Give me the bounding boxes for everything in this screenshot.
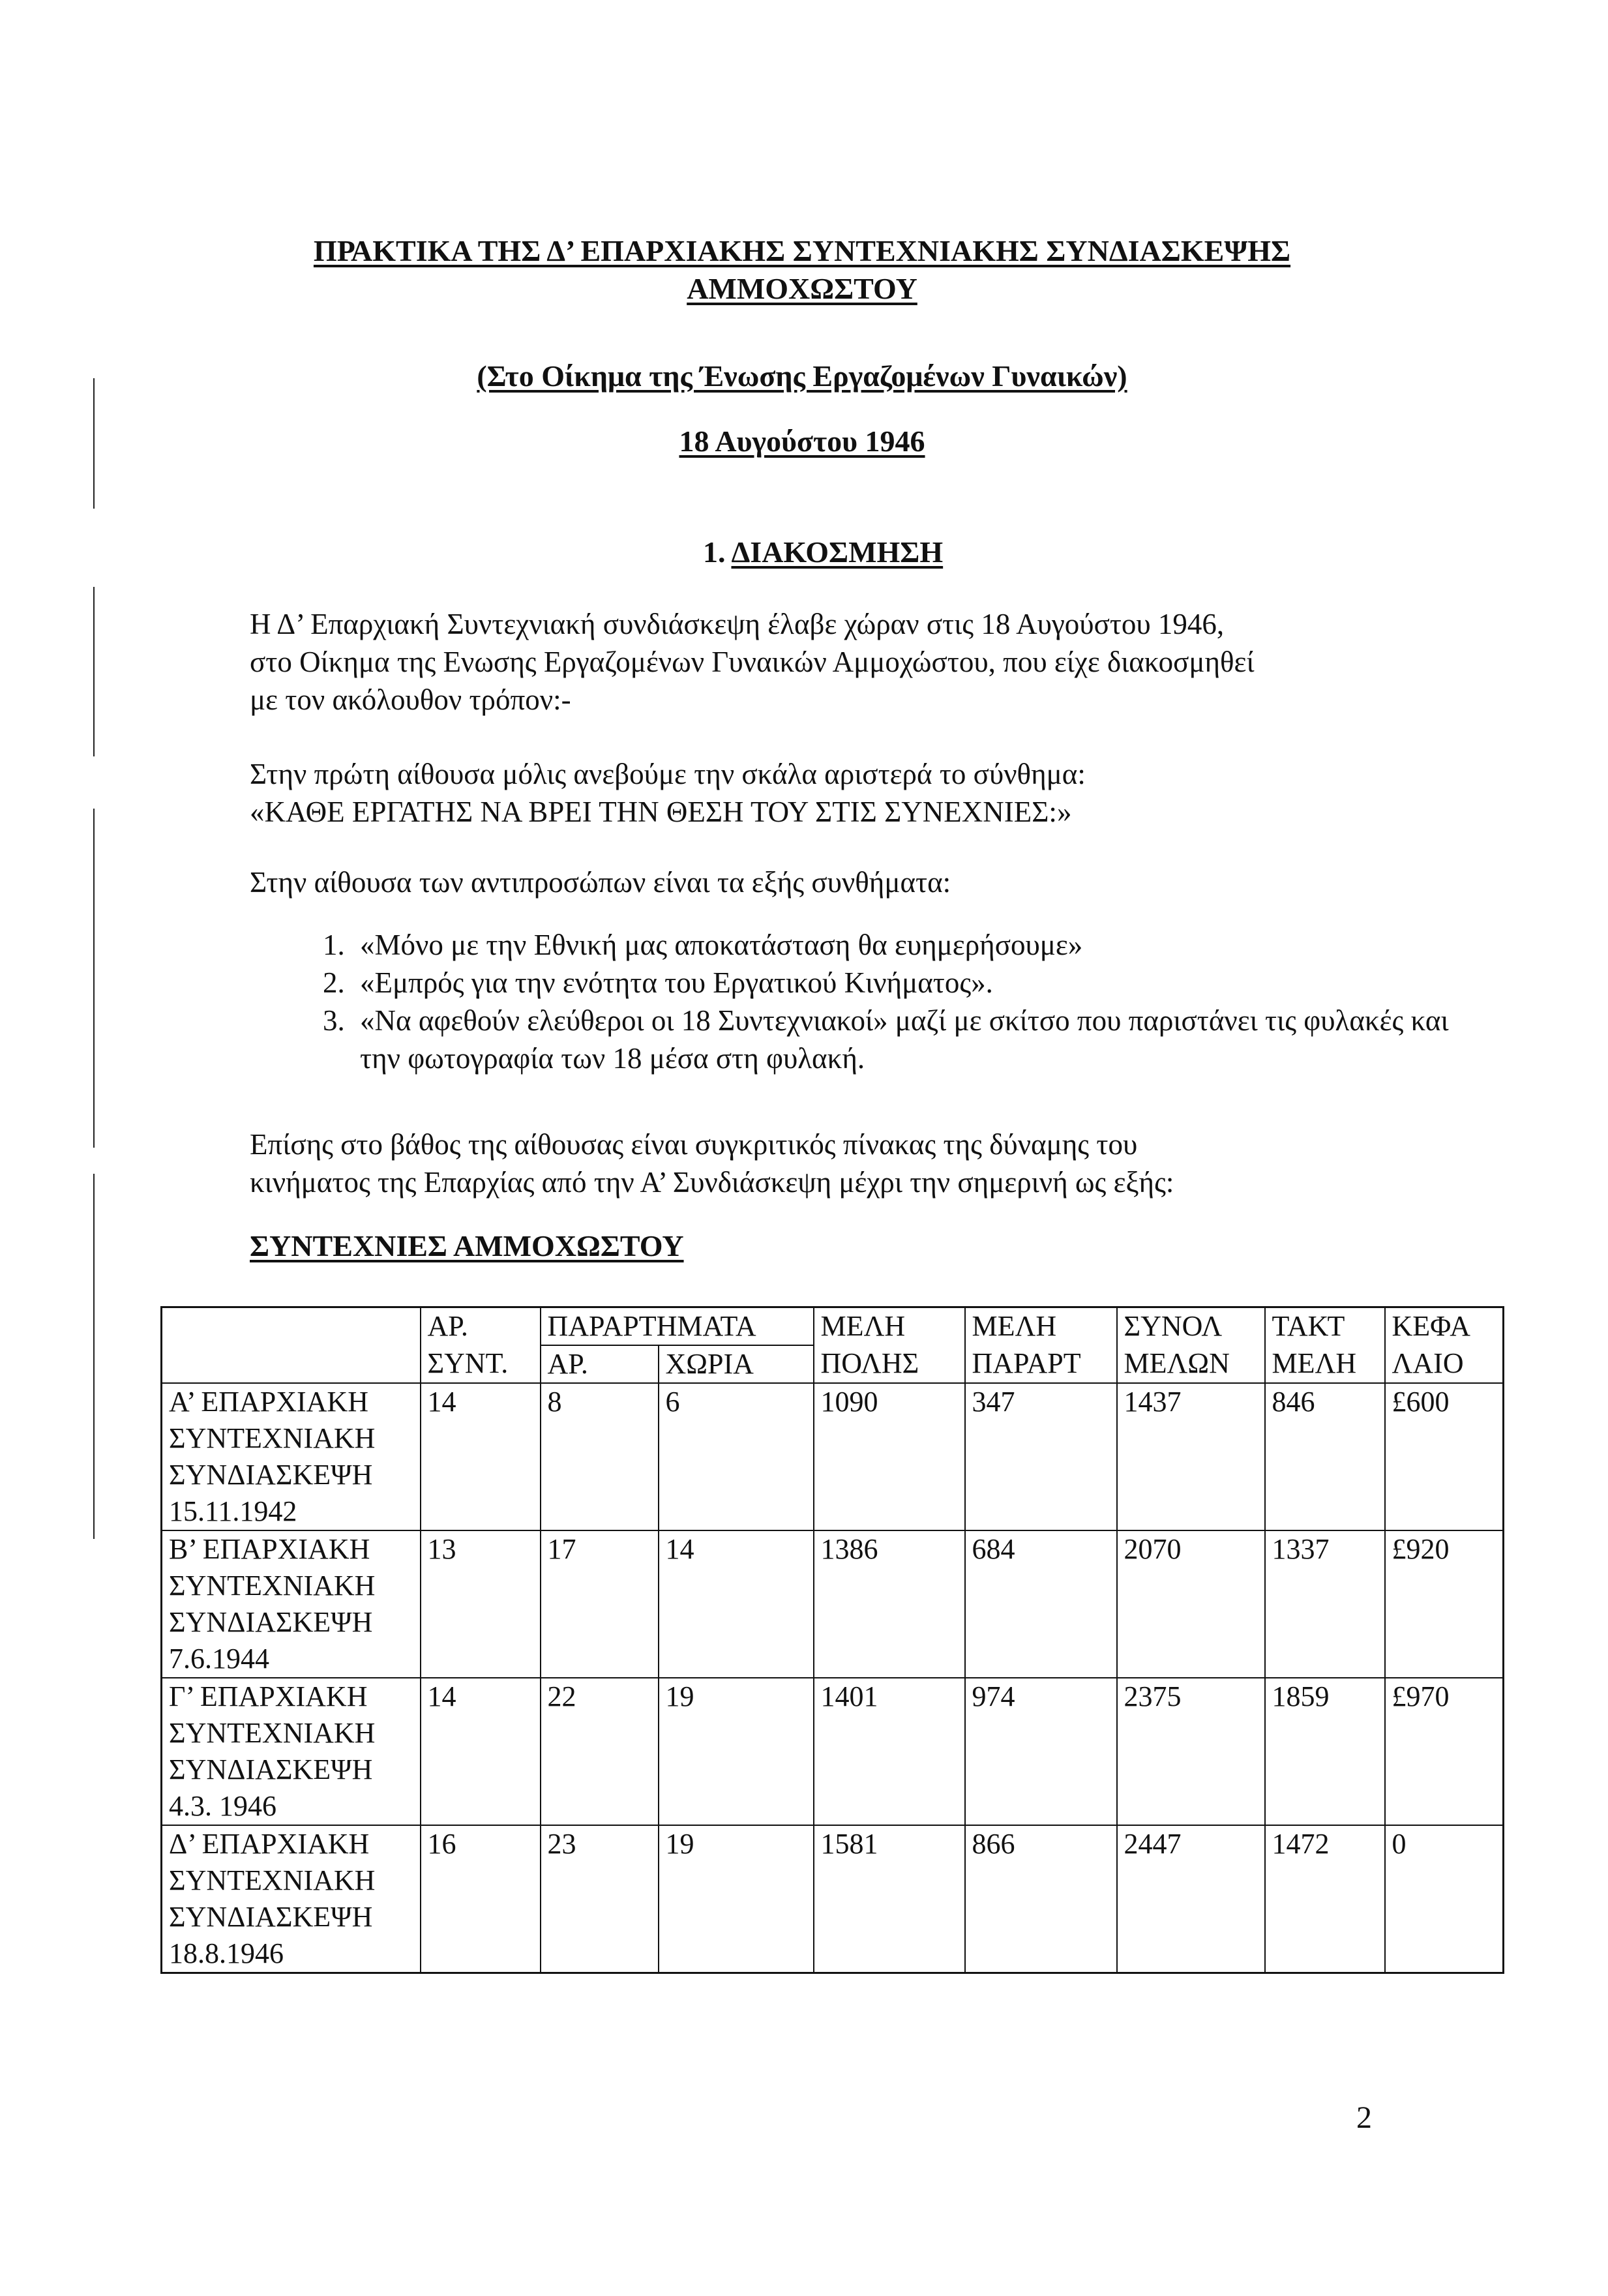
table-cell: 0 <box>1385 1825 1504 1973</box>
table-header-cell: ΠΟΛΗΣ <box>814 1345 965 1383</box>
row-label <box>162 1825 421 1973</box>
table-title <box>250 1227 684 1265</box>
table-header-empty <box>162 1307 421 1384</box>
table-cell: 19 <box>659 1678 814 1825</box>
table-cell: 1437 <box>1117 1383 1265 1530</box>
document-title-line1: ΠΡΑΚΤΙΚΑ ΤΗΣ Δ’ ΕΠΑΡΧΙΑΚΗΣ ΣΥΝΤΕΧΝΙΑΚΗΣ ΣΥΝΔΙΑΣΚΕΨΗΣ <box>313 234 1291 267</box>
section-title: ΔΙΑΚΟΣΜΗΣΗ <box>731 535 944 569</box>
delegates-hall-text: Στην αίθουσα των αντιπροσώπων είναι τα εξής συνθήματα: <box>250 866 951 899</box>
table-cell: 1386 <box>814 1530 965 1678</box>
table-header-cell: ΣΥΝΤ. <box>421 1345 541 1383</box>
table-header-cell: ΜΕΛΩΝ <box>1117 1345 1265 1383</box>
section-number: 1. <box>703 535 726 569</box>
table-cell: 6 <box>659 1383 814 1530</box>
margin-mark <box>93 378 95 509</box>
table-cell: 13 <box>421 1530 541 1678</box>
row-label-line: Δ’ ΕΠΑΡΧΙΑΚΗ <box>169 1828 370 1860</box>
table-header-cell: ΑΡ. <box>541 1345 659 1383</box>
slogans-list <box>300 926 1461 1077</box>
table-cell: 846 <box>1265 1383 1385 1530</box>
table-cell: 14 <box>421 1383 541 1530</box>
table-header-cell: ΛΑΙΟ <box>1385 1345 1504 1383</box>
table-cell: 1401 <box>814 1678 965 1825</box>
table-cell: £970 <box>1385 1678 1504 1825</box>
slogan-item: 1. «Μόνο με την Εθνική μας αποκατάσταση θα ευημερήσουμε» <box>352 926 1461 964</box>
row-label-line: 18.8.1946 <box>169 1937 284 1969</box>
table-cell: 14 <box>659 1530 814 1678</box>
table-cell: 974 <box>965 1678 1117 1825</box>
row-label <box>162 1383 421 1530</box>
table-header-cell: ΠΑΡΑΡΤΗΜΑΤΑ <box>541 1307 814 1346</box>
table-cell: 2070 <box>1117 1530 1265 1678</box>
row-label-line: 7.6.1944 <box>169 1643 269 1675</box>
intro-line-3: με τον ακόλουθον τρόπον:- <box>250 683 571 716</box>
document-title-line2: ΑΜΜΟΧΩΣΤΟΥ <box>687 272 917 305</box>
table-header-cell: ΜΕΛΗ <box>965 1307 1117 1346</box>
comparison-line-1: Επίσης στο βάθος της αίθουσας είναι συγκριτικός πίνακας της δύναμης του <box>250 1128 1138 1161</box>
table-header-cell: ΣΥΝΟΛ <box>1117 1307 1265 1346</box>
row-label-line: ΣΥΝΤΕΧΝΙΑΚΗ <box>169 1717 376 1749</box>
row-label <box>162 1530 421 1678</box>
page-number: 2 <box>1356 2100 1372 2135</box>
margin-mark <box>93 587 95 756</box>
table-header-cell: ΠΑΡΑΡΤ <box>965 1345 1117 1383</box>
row-label-line: 4.3. 1946 <box>169 1790 276 1822</box>
section-heading <box>703 533 943 571</box>
table-cell: 22 <box>541 1678 659 1825</box>
table-cell: 23 <box>541 1825 659 1973</box>
row-label-line: ΣΥΝΤΕΧΝΙΑΚΗ <box>169 1570 376 1602</box>
table-cell: 1859 <box>1265 1678 1385 1825</box>
margin-mark <box>93 1174 95 1539</box>
table-row <box>162 1678 1504 1825</box>
table-cell: 347 <box>965 1383 1117 1530</box>
comparison-line-2: κινήματος της Επαρχίας από την Α’ Συνδιάσκεψη μέχρι την σημερινή ως εξής: <box>250 1166 1174 1199</box>
row-label-line: ΣΥΝΔΙΑΣΚΕΨΗ <box>169 1459 373 1491</box>
table-cell: 2375 <box>1117 1678 1265 1825</box>
intro-line-2: στο Οίκημα της Ενωσης Εργαζομένων Γυναικών Αμμοχώστου, που είχε διακοσμηθεί <box>250 646 1255 678</box>
table-row <box>162 1530 1504 1678</box>
table-cell: 1090 <box>814 1383 965 1530</box>
table-header-cell: ΚΕΦΑ <box>1385 1307 1504 1346</box>
row-label-line: ΣΥΝΤΕΧΝΙΑΚΗ <box>169 1422 376 1454</box>
table-cell: 684 <box>965 1530 1117 1678</box>
row-label <box>162 1678 421 1825</box>
meeting-location: (Στο Οίκημα της Ένωσης Εργαζομένων Γυναικών) <box>477 359 1127 393</box>
row-label-line: Γ’ ΕΠΑΡΧΙΑΚΗ <box>169 1680 368 1712</box>
table-header-cell: ΜΕΛΗ <box>814 1307 965 1346</box>
margin-mark <box>93 809 95 1148</box>
row-label-line: Β’ ΕΠΑΡΧΙΑΚΗ <box>169 1533 370 1565</box>
first-hall-line-1: Στην πρώτη αίθουσα μόλις ανεβούμε την σκάλα αριστερά το σύνθημα: <box>250 758 1086 790</box>
table-title-text: ΣΥΝΤΕΧΝΙΕΣ ΑΜΜΟΧΩΣΤΟΥ <box>250 1229 684 1262</box>
table-cell: 8 <box>541 1383 659 1530</box>
row-label-line: Α’ ΕΠΑΡΧΙΑΚΗ <box>169 1386 368 1418</box>
table-cell: £920 <box>1385 1530 1504 1678</box>
table-row <box>162 1825 1504 1973</box>
table-header-cell: ΜΕΛΗ <box>1265 1345 1385 1383</box>
intro-line-1: Η Δ’ Επαρχιακή Συντεχνιακή συνδιάσκεψη έλαβε χώραν στις 18 Αυγούστου 1946, <box>250 608 1225 640</box>
table-header-row-1 <box>162 1307 1504 1346</box>
table-cell: £600 <box>1385 1383 1504 1530</box>
table-header-cell: ΑΡ. <box>421 1307 541 1346</box>
table-cell: 19 <box>659 1825 814 1973</box>
row-label-line: ΣΥΝΔΙΑΣΚΕΨΗ <box>169 1901 373 1933</box>
first-hall-line-2: «ΚΑΘΕ ΕΡΓΑΤΗΣ ΝΑ ΒΡΕΙ ΤΗΝ ΘΕΣΗ ΤΟΥ ΣΤΙΣ ΣΥΝΕΧΝΙΕΣ:» <box>250 796 1072 828</box>
row-label-line: 15.11.1942 <box>169 1495 297 1527</box>
table-cell: 2447 <box>1117 1825 1265 1973</box>
table-header-cell: ΤΑΚΤ <box>1265 1307 1385 1346</box>
table-cell: 16 <box>421 1825 541 1973</box>
table-row <box>162 1383 1504 1530</box>
table-header-cell: ΧΩΡΙΑ <box>659 1345 814 1383</box>
slogan-item: 3. «Να αφεθούν ελεύθεροι οι 18 Συντεχνιακοί» μαζί με σκίτσο που παριστάνει τις φυλακές και την φωτογραφία των 18 μέσα στη φυλακή. <box>352 1002 1461 1077</box>
row-label-line: ΣΥΝΔΙΑΣΚΕΨΗ <box>169 1753 373 1785</box>
table-cell: 866 <box>965 1825 1117 1973</box>
table-cell: 1337 <box>1265 1530 1385 1678</box>
row-label-line: ΣΥΝΤΕΧΝΙΑΚΗ <box>169 1864 376 1896</box>
slogan-item: 2. «Εμπρός για την ενότητα του Εργατικού Κινήματος». <box>352 964 1461 1002</box>
table-cell: 1472 <box>1265 1825 1385 1973</box>
meeting-date: 18 Αυγούστου 1946 <box>679 425 925 458</box>
row-label-line: ΣΥΝΔΙΑΣΚΕΨΗ <box>169 1606 373 1638</box>
table-cell: 14 <box>421 1678 541 1825</box>
table-cell: 17 <box>541 1530 659 1678</box>
statistics-table <box>160 1306 1504 1974</box>
table-cell: 1581 <box>814 1825 965 1973</box>
